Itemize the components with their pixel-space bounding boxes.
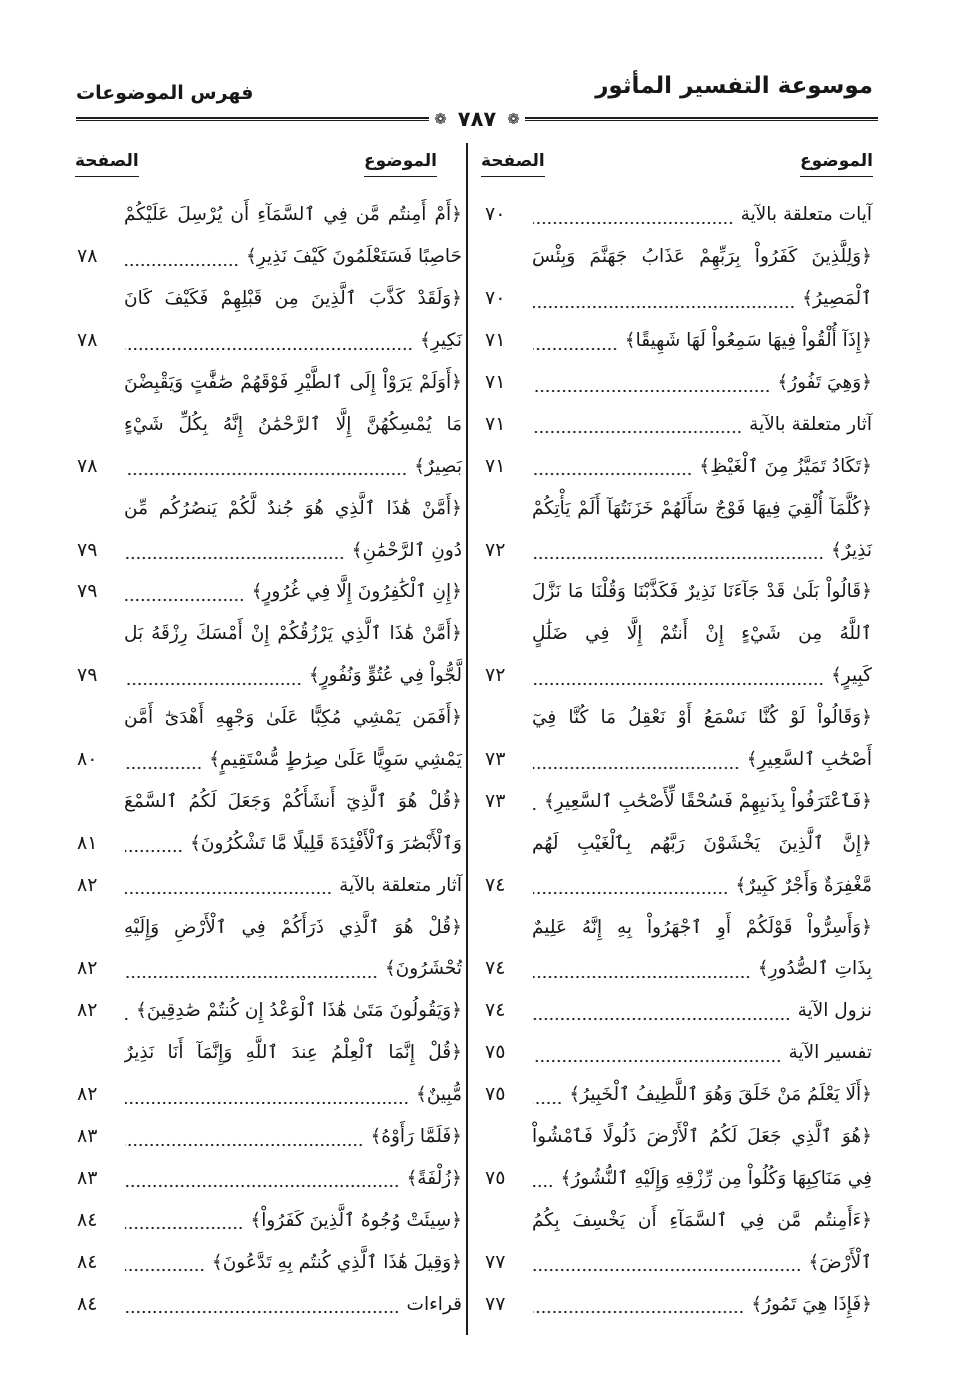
index-entry-line: [482, 445, 874, 487]
index-entry-line: [482, 864, 874, 906]
entry-topic: مَّغْفِرَةٌ وَأَجْرٌ كَبِيرٌ﴾: [735, 874, 872, 896]
dotted-leader: [533, 1017, 791, 1021]
entry-page-number: ٧١: [485, 454, 506, 477]
entry-topic: ﴿وَلِلَّذِينَ كَفَرُواْ بِرَبِّهِمْ عَذَابُ جَهَنَّمَ وَبِئْسَ: [532, 246, 872, 268]
dotted-leader: [533, 975, 751, 979]
dotted-leader: [533, 347, 618, 351]
entry-topic: ﴿كُلَّمَآ أُلْقِيَ فِيهَا فَوْجٌ سَأَلَهُمْ خَزَنَتُهَآ أَلَمْ يَأْتِكُمْ: [532, 497, 872, 519]
entry-topic: ﴿أَفَمَن يَمْشِي مُكِبًّا عَلَىٰ وَجْهِهِ أَهْدَىٰٓ أَمَّن: [124, 707, 462, 729]
entry-page-number: ٧٤: [485, 873, 506, 896]
entry-topic: وَٱلْأَبْصَٰرَ وَٱلْأَفْئِدَةَ قَلِيلًا مَّا تَشْكُرُونَ﴾: [190, 832, 462, 854]
entry-topic: ﴿قُلْ هُوَ ٱلَّذِي ذَرَأَكُمْ فِي ٱلْأَرْضِ وَإِلَيْهِ: [124, 916, 462, 938]
entry-topic: بِذَاتِ ٱلصُّدُورِ﴾: [757, 958, 872, 980]
entry-topic: آيات متعلقة بالآية: [740, 204, 872, 226]
index-entry-line: [74, 320, 464, 362]
index-entry-line: [482, 613, 874, 655]
dotted-leader: [533, 766, 740, 770]
index-entry-line: [74, 529, 464, 571]
entry-topic: ﴿أَلَا يَعْلَمُ مَنْ خَلَقَ وَهُوَ ٱللَّطِيفُ ٱلْخَبِيرُ﴾: [569, 1084, 872, 1106]
index-entry-line: [482, 655, 874, 697]
entry-topic: مَا يُمْسِكُهُنَّ إِلَّا ٱلرَّحْمَٰنُ إِنَّهُ بِكُلِّ شَيْءٍ: [124, 413, 462, 435]
topic-column-header: الموضوع: [800, 148, 873, 177]
dotted-leader: [125, 1017, 129, 1021]
entry-topic: ﴿إِنَّ ٱلَّذِينَ يَخْشَوْنَ رَبَّهُم بِٱلْغَيْبِ لَهُم: [532, 832, 872, 854]
index-entry-line: [482, 1032, 874, 1074]
dotted-leader: [533, 389, 770, 393]
entry-page-number: ٧٣: [485, 789, 506, 812]
index-entry-line: [74, 990, 464, 1032]
index-entry-line: [74, 1241, 464, 1283]
entry-topic: ﴿سِيئَتْ وُجُوهُ ٱلَّذِينَ كَفَرُواْ﴾: [250, 1209, 462, 1231]
index-entry-line: [74, 571, 464, 613]
index-entry-line: [482, 278, 874, 320]
index-entry-line: [74, 864, 464, 906]
entry-topic: ٱلْأَرْضَ﴾: [808, 1251, 872, 1273]
entry-page-number: ٧٤: [485, 999, 506, 1022]
page-column-header: الصفحة: [481, 148, 545, 177]
index-entry-line: [482, 697, 874, 739]
entry-topic: ﴿أَمَّنْ هَٰذَا ٱلَّذِي يَرْزُقُكُمْ إِنْ أَمْسَكَ رِزْقَهُ بَل: [124, 623, 462, 645]
entry-topic: ﴿تَكَادُ تَمَيَّزُ مِنَ ٱلْغَيْظِ﴾: [699, 455, 872, 477]
dotted-leader: [125, 682, 302, 686]
entry-page-number: ٧٣: [485, 748, 506, 771]
index-entry-line: [482, 194, 874, 236]
dotted-leader: [533, 556, 824, 560]
entry-page-number: ٧٨: [77, 245, 98, 268]
entry-topic: أَصْحَٰبِ ٱلسَّعِيرِ﴾: [746, 749, 872, 771]
index-entry-line: [74, 445, 464, 487]
entry-topic: ﴿أَمْ أَمِنتُم مَّن فِي ٱلسَّمَآءِ أَن يُرْسِلَ عَلَيْكُمْ: [124, 204, 462, 226]
index-entry-line: [74, 1283, 464, 1325]
entry-page-number: ٨٤: [77, 1250, 98, 1273]
index-entry-line: [74, 1199, 464, 1241]
dotted-leader: [125, 598, 245, 602]
entry-topic: آثار متعلقة بالآية: [749, 413, 872, 435]
entry-page-number: ٨٤: [77, 1208, 98, 1231]
index-entry-line: [74, 1157, 464, 1199]
entry-topic: يَمْشِي سَوِيًّا عَلَىٰ صِرَٰطٍ مُّسْتَقِيمٍ﴾: [209, 749, 462, 771]
entry-page-number: ٧٧: [485, 1292, 506, 1315]
index-entry-line: [482, 739, 874, 781]
dotted-leader: [533, 1184, 553, 1188]
index-section-title: فهرس الموضوعات: [76, 82, 254, 104]
index-entry-line: [482, 1157, 874, 1199]
entry-topic: بَصِيرٌ﴾: [414, 455, 462, 477]
dotted-leader: [125, 1101, 409, 1105]
entry-page-number: ٨٣: [77, 1166, 98, 1189]
dotted-leader: [125, 1226, 243, 1230]
entry-topic: ﴿إِذَآ أُلْقُواْ فِيهَا سَمِعُواْ لَهَا شَهِيقًا﴾: [624, 330, 872, 352]
dotted-leader: [533, 1101, 562, 1105]
index-entry-line: [74, 906, 464, 948]
index-entry-line: [74, 236, 464, 278]
entry-topic: لَّجُّواْ فِي عُتُوٍّ وَنُفُورٍ﴾: [308, 665, 462, 687]
dotted-leader: [125, 472, 407, 476]
entry-page-number: ٨٠: [77, 748, 98, 771]
index-entry-line: [482, 1241, 874, 1283]
book-title-logo: موسوعة التفسير المأثور: [595, 73, 873, 99]
entry-page-number: ٧٤: [485, 957, 506, 980]
entry-topic: ﴿أَوَلَمْ يَرَوْاْ إِلَى ٱلطَّيْرِ فَوْقَهُمْ صَٰفَّٰتٍ وَيَقْبِضْنَ: [124, 372, 462, 393]
index-entry-line: [74, 487, 464, 529]
entry-topic: ﴿هُوَ ٱلَّذِي جَعَلَ لَكُمُ ٱلْأَرْضَ ذَلُولًا فَٱمْشُواْ: [532, 1126, 872, 1148]
dotted-leader: [533, 1059, 782, 1063]
entry-topic: ﴿زُلْفَةً﴾: [406, 1167, 462, 1189]
entry-topic: ﴿وَلَقَدْ كَذَّبَ ٱلَّذِينَ مِن قَبْلِهِمْ فَكَيْفَ كَانَ: [124, 288, 462, 310]
entry-page-number: ٧٥: [485, 1041, 506, 1064]
index-entry-line: [482, 1199, 874, 1241]
entry-topic: قراءات: [406, 1293, 462, 1315]
index-entry-line: [482, 362, 874, 404]
entry-page-number: ٧١: [485, 329, 506, 352]
dotted-leader: [125, 975, 378, 979]
topic-column-header: الموضوع: [364, 148, 437, 177]
entry-page-number: ٧١: [485, 371, 506, 393]
index-column-right: [482, 194, 874, 1325]
entry-topic: ﴿قُلْ إِنَّمَا ٱلْعِلْمُ عِندَ ٱللَّهِ وَإِنَّمَآ أَنَا نَذِيرٌ: [124, 1042, 462, 1064]
entry-topic: تفسير الآية: [788, 1042, 872, 1064]
entry-page-number: ٨٢: [77, 999, 98, 1022]
index-entry-line: [482, 780, 874, 822]
index-entry-line: [482, 571, 874, 613]
index-entry-line: [482, 1074, 874, 1116]
entry-topic: نزول الآية: [797, 1000, 872, 1022]
flower-ornament-icon: ❁: [434, 110, 447, 128]
index-entry-line: [74, 278, 464, 320]
dotted-leader: [125, 891, 332, 895]
index-entry-line: [74, 194, 464, 236]
entry-page-number: ٧٠: [485, 203, 506, 226]
dotted-leader: [533, 1268, 801, 1272]
dotted-leader: [533, 472, 692, 476]
entry-topic: ﴿فَإِذَا هِيَ تَمُورُ﴾: [751, 1293, 872, 1315]
entry-page-number: ٧٩: [77, 538, 98, 561]
index-entry-line: [482, 990, 874, 1032]
dotted-leader: [533, 891, 728, 895]
entry-topic: ﴿ءَأَمِنتُم مَّن فِي ٱلسَّمَآءِ أَن يَخْسِفَ بِكُمُ: [532, 1209, 872, 1231]
dotted-leader: [125, 347, 413, 351]
index-entry-line: [482, 529, 874, 571]
entry-page-number: ٧٥: [485, 1083, 506, 1106]
entry-topic: ﴿أَمَّنْ هَٰذَا ٱلَّذِي هُوَ جُندٌ لَّكُمْ يَنصُرُكُم مِّن: [124, 497, 462, 519]
index-entry-line: [482, 403, 874, 445]
dotted-leader: [125, 1268, 205, 1272]
index-entry-line: [482, 948, 874, 990]
entry-topic: آثار متعلقة بالآية: [339, 874, 462, 896]
entry-topic: ﴿فَلَمَّا رَأَوْهُ﴾: [370, 1126, 462, 1148]
entry-topic: دُونِ ٱلرَّحْمَٰنِ﴾: [351, 539, 462, 561]
entry-topic: ﴿وَيَقُولُونَ مَتَىٰ هَٰذَا ٱلْوَعْدُ إِن كُنتُمْ صَٰدِقِينَ﴾: [136, 1000, 462, 1022]
entry-topic: ﴿قُلْ هُوَ ٱلَّذِيٓ أَنشَأَكُمْ وَجَعَلَ لَكُمُ ٱلسَّمْعَ: [124, 790, 462, 812]
entry-page-number: ٧٠: [485, 287, 506, 310]
index-entry-line: [482, 822, 874, 864]
entry-topic: ﴿وَأَسِرُّواْ قَوْلَكُمْ أَوِ ٱجْهَرُواْ بِهِ إِنَّهُ عَلِيمٌ: [532, 916, 872, 938]
index-entry-line: [74, 403, 464, 445]
dotted-leader: [533, 682, 824, 686]
rule-line-left: [76, 117, 429, 121]
dotted-leader: [125, 1184, 399, 1188]
dotted-leader: [125, 263, 239, 267]
entry-page-number: ٨٢: [77, 873, 98, 896]
entry-topic: ٱلْمَصِيرُ﴾: [802, 288, 872, 310]
entry-page-number: ٧٥: [485, 1166, 506, 1189]
dotted-leader: [125, 849, 183, 853]
index-entry-line: [74, 822, 464, 864]
index-entry-line: [482, 236, 874, 278]
entry-topic: ﴿وَقَالُواْ لَوْ كُنَّا نَسْمَعُ أَوْ نَعْقِلُ مَا كُنَّا فِيٓ: [532, 707, 872, 729]
index-entry-line: [482, 1116, 874, 1158]
index-entry-line: [74, 655, 464, 697]
entry-page-number: ٨١: [77, 831, 98, 854]
index-entry-line: [74, 613, 464, 655]
index-entry-line: [74, 1074, 464, 1116]
index-entry-line: [482, 487, 874, 529]
entry-page-number: ٨٢: [77, 1083, 98, 1106]
dotted-leader: [125, 1310, 400, 1314]
index-entry-line: [74, 739, 464, 781]
index-entry-line: [482, 1283, 874, 1325]
index-entry-line: [482, 906, 874, 948]
entry-topic: ﴿إِنِ ٱلْكَٰفِرُونَ إِلَّا فِي غُرُورٍ﴾: [251, 581, 462, 603]
page-number-rule: [76, 105, 878, 133]
dotted-leader: [533, 305, 795, 309]
index-entry-line: [74, 780, 464, 822]
index-column-left: [74, 194, 464, 1325]
entry-page-number: ٨٤: [77, 1292, 98, 1315]
index-entry-line: [74, 1032, 464, 1074]
entry-topic: تُحْشَرُونَ﴾: [384, 958, 462, 980]
entry-topic: مُّبِينٌ﴾: [416, 1084, 462, 1106]
entry-topic: ﴿وَهِيَ تَفُورُ﴾: [777, 372, 872, 393]
entry-page-number: ٧٩: [77, 664, 98, 687]
entry-page-number: ٧١: [485, 412, 506, 435]
dotted-leader: [533, 807, 537, 811]
dotted-leader: [533, 221, 734, 225]
column-divider: [466, 143, 468, 1335]
index-entry-line: [482, 320, 874, 362]
index-entry-line: [74, 362, 464, 404]
entry-page-number: ٧٧: [485, 1250, 506, 1273]
entry-topic: ﴿قَالُواْ بَلَىٰ قَدْ جَآءَنَا نَذِيرٌ فَكَذَّبْنَا وَقُلْنَا مَا نَزَّلَ: [532, 581, 872, 603]
entry-page-number: ٨٣: [77, 1125, 98, 1148]
entry-topic: حَاصِبًا فَسَتَعْلَمُونَ كَيْفَ نَذِيرِ﴾: [245, 246, 462, 268]
page-column-header: الصفحة: [75, 148, 139, 177]
entry-page-number: ٨٢: [77, 957, 98, 980]
dotted-leader: [125, 1143, 363, 1147]
entry-topic: نَذِيرٌ﴾: [830, 539, 872, 561]
dotted-leader: [125, 556, 345, 560]
entry-topic: ٱللَّهُ مِن شَيْءٍ إِنْ أَنتُمْ إِلَّا فِي ضَلَٰلٍ: [532, 623, 872, 645]
index-entry-line: [74, 1116, 464, 1158]
entry-page-number: ٧٩: [77, 580, 98, 603]
dotted-leader: [533, 1310, 744, 1314]
rule-line-right: [525, 117, 878, 121]
dotted-leader: [533, 430, 742, 434]
entry-page-number: ٧٨: [77, 329, 98, 352]
entry-topic: نَكِيرِ﴾: [420, 330, 462, 352]
dotted-leader: [125, 766, 202, 770]
entry-page-number: ٧٢: [485, 538, 506, 561]
entry-topic: ﴿وَقِيلَ هَٰذَا ٱلَّذِي كُنتُم بِهِ تَدَّعُونَ﴾: [211, 1251, 462, 1273]
entry-page-number: ٧٢: [485, 664, 506, 687]
page-number: ٧٨٧: [457, 107, 497, 131]
index-entry-line: [74, 697, 464, 739]
flower-ornament-icon: ❁: [507, 110, 520, 128]
entry-topic: ﴿فَٱعْتَرَفُواْ بِذَنبِهِمْ فَسُحْقًا لِّأَصْحَٰبِ ٱلسَّعِيرِ﴾: [544, 790, 872, 812]
entry-topic: كَبِيرٍ﴾: [830, 665, 872, 687]
index-entry-line: [74, 948, 464, 990]
entry-topic: فِي مَنَاكِبِهَا وَكُلُواْ مِن رِّزْقِهِ وَإِلَيْهِ ٱلنُّشُورُ﴾: [560, 1167, 872, 1189]
entry-page-number: ٧٨: [77, 454, 98, 477]
